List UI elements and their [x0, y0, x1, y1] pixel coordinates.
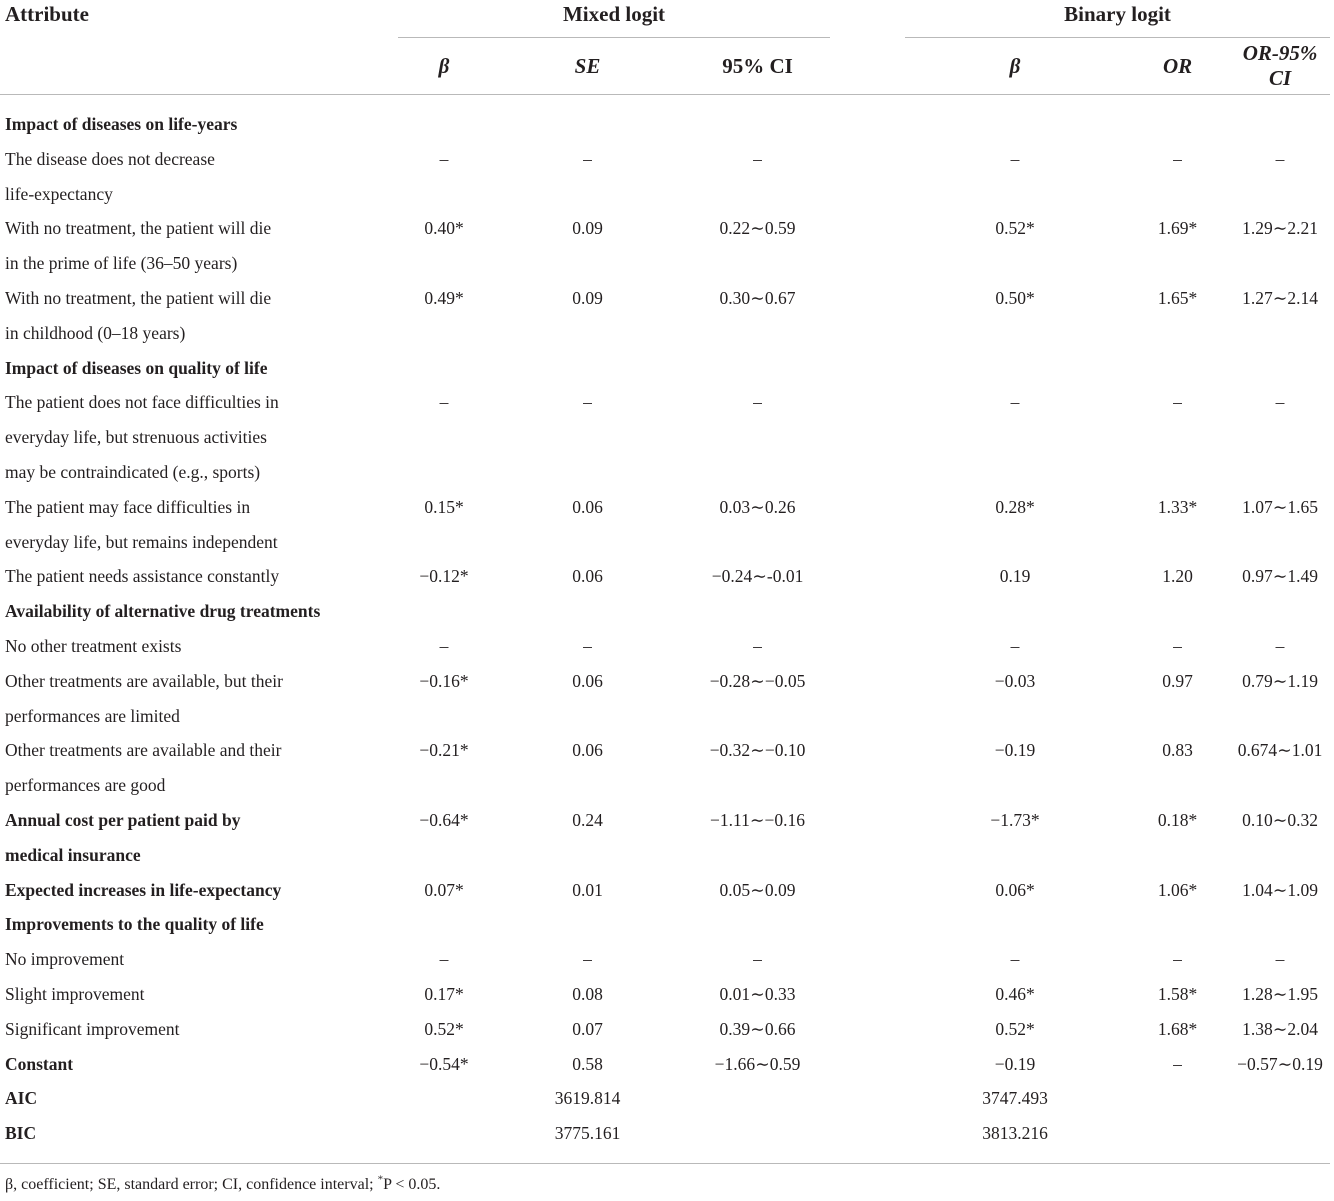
cell-binary-or-ci: −0.57∼0.19 — [1237, 1053, 1323, 1074]
cell-mixed-beta — [398, 351, 490, 386]
cell-binary-or-ci: 1.28∼1.95 — [1242, 983, 1318, 1004]
cell-mixed-ci: 0.03∼0.26 — [719, 496, 796, 517]
cell-binary-or: 1.68* — [1157, 1018, 1198, 1039]
header-mixed-logit — [398, 0, 830, 38]
cell-binary-or: 1.58* — [1157, 983, 1198, 1004]
table-row — [0, 942, 1330, 977]
row-label-line: No improvement — [5, 949, 125, 970]
table-row — [0, 733, 1330, 803]
row-label — [0, 1047, 398, 1082]
header-binary-or-ci: OR-95% CI — [1230, 38, 1330, 95]
cell-mixed-se: – — [583, 949, 592, 970]
cell-mixed-beta: −0.21* — [419, 740, 469, 761]
cell-mixed-beta: −0.54* — [419, 1053, 469, 1074]
cell-mixed-beta: 0.15* — [424, 496, 464, 517]
bottom-rule — [0, 1163, 1330, 1164]
row-label-line: in the prime of life (36–50 years) — [5, 253, 238, 274]
table-row — [0, 385, 1330, 489]
header-mixed-beta: β — [398, 38, 490, 95]
cell-binary-beta — [905, 351, 1125, 386]
cell-binary-or-ci: 1.04∼1.09 — [1242, 879, 1318, 900]
cell-binary-or: – — [1173, 635, 1182, 656]
cell-mixed-se: 0.08 — [572, 983, 603, 1004]
cell-binary-beta: 0.52* — [995, 1018, 1035, 1039]
table-row — [0, 490, 1330, 560]
cell-mixed-ci: −0.24∼-0.01 — [711, 566, 804, 587]
row-label-line: medical insurance — [5, 844, 141, 865]
row-label — [0, 594, 398, 629]
row-label — [0, 281, 398, 351]
row-label — [0, 385, 398, 489]
row-label-line: With no treatment, the patient will die — [5, 218, 272, 239]
cell-binary-or: – — [1173, 1053, 1182, 1074]
cell-mixed-beta — [398, 907, 490, 942]
cell-binary-or — [1125, 107, 1230, 142]
cell-mixed-ci: −0.32∼−0.10 — [709, 740, 806, 761]
row-label-line: The patient does not face difficulties in — [5, 392, 279, 413]
header-binary-logit-underline — [905, 37, 1330, 38]
cell-binary-or: 1.33* — [1157, 496, 1198, 517]
cell-mixed-ci: 0.30∼0.67 — [719, 287, 796, 308]
row-label-line: Availability of alternative drug treatments — [5, 601, 321, 622]
cell-mixed-se: – — [583, 148, 592, 169]
table-row — [0, 803, 1330, 873]
cell-binary-beta: −1.73* — [990, 809, 1040, 830]
table-row — [0, 142, 1330, 212]
header-binary-beta: β — [905, 38, 1125, 95]
cell-mixed-ci — [685, 107, 830, 142]
cell-mixed-ci: −1.66∼0.59 — [714, 1053, 801, 1074]
row-label — [0, 211, 398, 281]
cell-binary-beta: 0.06* — [995, 879, 1035, 900]
header-mixed-logit-underline — [398, 37, 830, 38]
cell-mixed-ci: 0.01∼0.33 — [719, 983, 796, 1004]
row-label-line: Constant — [5, 1053, 74, 1074]
table-row — [0, 629, 1330, 664]
cell-mixed-ci — [685, 907, 830, 942]
row-label-line: may be contraindicated (e.g., sports) — [5, 461, 261, 482]
table-row — [0, 907, 1330, 942]
fit-mixed-value: 3619.814 — [554, 1088, 621, 1109]
fit-label: AIC — [5, 1088, 38, 1109]
cell-mixed-beta: −0.64* — [419, 809, 469, 830]
row-label — [0, 803, 398, 873]
cell-binary-or-ci — [1230, 107, 1330, 142]
cell-binary-or-ci: 1.38∼2.04 — [1242, 1018, 1318, 1039]
fit-binary-value: 3813.216 — [982, 1123, 1048, 1144]
cell-mixed-se: 0.01 — [572, 879, 603, 900]
cell-mixed-se — [490, 351, 685, 386]
cell-binary-or: 0.18* — [1157, 809, 1198, 830]
row-label-line: in childhood (0–18 years) — [5, 322, 186, 343]
cell-binary-beta: 0.52* — [995, 218, 1035, 239]
cell-binary-or-ci: – — [1275, 635, 1285, 656]
row-label-line: Significant improvement — [5, 1018, 180, 1039]
row-label-line: The disease does not decrease — [5, 148, 215, 169]
cell-binary-beta — [905, 107, 1125, 142]
header-mixed-logit-label: Mixed logit — [562, 2, 666, 26]
row-label — [0, 942, 398, 977]
cell-mixed-beta: – — [439, 949, 449, 970]
header-mixed-se: SE — [490, 38, 685, 95]
footnote-text: β, coefficient; SE, standard error; CI, confidence interval; — [5, 1176, 378, 1193]
cell-binary-or: 0.97 — [1162, 670, 1193, 691]
cell-mixed-ci: – — [753, 392, 762, 413]
cell-mixed-beta: −0.16* — [419, 670, 469, 691]
header-row-columns — [0, 38, 1330, 95]
table-row — [0, 977, 1330, 1012]
cell-mixed-se: 0.09 — [572, 218, 603, 239]
cell-mixed-se: 0.07 — [572, 1018, 603, 1039]
cell-mixed-se: – — [583, 635, 592, 656]
cell-binary-beta — [905, 594, 1125, 629]
row-label — [0, 351, 398, 386]
row-label-line: Expected increases in life-expectancy — [5, 879, 282, 900]
row-label — [0, 629, 398, 664]
cell-mixed-beta — [398, 107, 490, 142]
table-row — [0, 1047, 1330, 1082]
header-mixed-ci: 95% CI — [685, 38, 830, 95]
cell-mixed-se: 0.58 — [572, 1053, 603, 1074]
cell-binary-or-ci: – — [1275, 148, 1285, 169]
row-label-line: With no treatment, the patient will die — [5, 287, 272, 308]
row-label-line: life-expectancy — [5, 183, 113, 204]
row-label — [0, 490, 398, 560]
row-label — [0, 977, 398, 1012]
cell-mixed-beta: 0.49* — [424, 287, 464, 308]
cell-binary-beta: – — [1010, 949, 1020, 970]
row-label — [0, 1012, 398, 1047]
row-label-line: Annual cost per patient paid by — [5, 809, 241, 830]
row-label — [0, 142, 398, 212]
row-label — [0, 559, 398, 594]
footnote-tail: P < 0.05. — [383, 1176, 441, 1193]
cell-mixed-se: 0.06 — [572, 740, 603, 761]
cell-binary-or: 1.65* — [1157, 287, 1198, 308]
cell-mixed-beta: – — [439, 392, 449, 413]
cell-binary-beta: −0.19 — [994, 740, 1036, 761]
footnote-sup: * — [377, 1173, 384, 1186]
cell-binary-or-ci — [1230, 594, 1330, 629]
row-label-line: Slight improvement — [5, 983, 145, 1004]
cell-mixed-se: 0.06 — [572, 566, 603, 587]
cell-binary-or: – — [1173, 392, 1182, 413]
row-label-line: The patient needs assistance constantly — [5, 566, 280, 587]
cell-mixed-se: 0.06 — [572, 496, 603, 517]
cell-binary-or-ci: 1.29∼2.21 — [1242, 218, 1318, 239]
cell-binary-or-ci: – — [1275, 392, 1285, 413]
row-label — [0, 873, 398, 908]
cell-binary-or — [1125, 351, 1230, 386]
fit-binary-value: 3747.493 — [982, 1088, 1048, 1109]
row-label-line: everyday life, but remains independent — [5, 531, 278, 552]
cell-mixed-beta: 0.40* — [424, 218, 464, 239]
cell-binary-or — [1125, 907, 1230, 942]
cell-mixed-ci — [685, 351, 830, 386]
cell-mixed-beta: – — [439, 148, 449, 169]
cell-binary-or: 1.06* — [1157, 879, 1198, 900]
cell-mixed-se — [490, 107, 685, 142]
cell-binary-beta — [905, 907, 1125, 942]
table-row — [0, 351, 1330, 386]
header-attribute: Attribute — [5, 2, 89, 26]
cell-mixed-ci: −1.11∼−0.16 — [710, 809, 806, 830]
cell-mixed-ci: – — [753, 635, 762, 656]
cell-binary-or-ci: 0.79∼1.19 — [1242, 670, 1318, 691]
cell-mixed-ci: – — [753, 148, 762, 169]
row-label-line: Other treatments are available, but their — [5, 670, 283, 691]
cell-mixed-se — [490, 907, 685, 942]
cell-binary-or-ci: 0.97∼1.49 — [1242, 566, 1318, 587]
cell-binary-or-ci: 1.27∼2.14 — [1242, 287, 1318, 308]
header-binary-logit — [905, 0, 1330, 38]
cell-binary-or-ci: 1.07∼1.65 — [1242, 496, 1318, 517]
cell-mixed-se: 0.06 — [572, 670, 603, 691]
table-row — [0, 873, 1330, 908]
cell-binary-or — [1125, 594, 1230, 629]
cell-mixed-se: 0.24 — [572, 809, 603, 830]
cell-binary-or: – — [1173, 148, 1182, 169]
row-label-line: Impact of diseases on life-years — [5, 114, 238, 134]
table-row — [0, 281, 1330, 351]
cell-mixed-ci: 0.39∼0.66 — [719, 1018, 796, 1039]
cell-mixed-ci: 0.05∼0.09 — [719, 879, 796, 900]
row-label — [0, 733, 398, 803]
table-row — [0, 664, 1330, 734]
fit-mixed-value: 3775.161 — [554, 1123, 621, 1144]
row-label-line: No other treatment exists — [5, 635, 182, 656]
cell-binary-beta: 0.50* — [995, 287, 1035, 308]
cell-mixed-beta — [398, 594, 490, 629]
fit-label: BIC — [5, 1123, 37, 1144]
header-binary-or: OR — [1125, 38, 1230, 95]
fit-row — [0, 1116, 1330, 1151]
row-label-line: Improvements to the quality of life — [5, 914, 264, 935]
cell-binary-or: 1.69* — [1157, 218, 1198, 239]
cell-mixed-ci — [685, 594, 830, 629]
row-label — [0, 907, 398, 942]
cell-mixed-ci: 0.22∼0.59 — [719, 218, 796, 239]
fit-row — [0, 1081, 1330, 1116]
cell-binary-or: 1.20 — [1162, 566, 1193, 587]
cell-mixed-se — [490, 594, 685, 629]
cell-binary-beta: – — [1010, 635, 1020, 656]
cell-binary-or-ci — [1230, 907, 1330, 942]
row-label-line: everyday life, but strenuous activities — [5, 427, 267, 448]
cell-mixed-se: 0.09 — [572, 287, 603, 308]
cell-binary-or: 0.83 — [1162, 740, 1193, 761]
cell-binary-beta: 0.28* — [995, 496, 1035, 517]
footnote — [5, 1173, 441, 1194]
results-table-body — [0, 107, 1330, 1151]
cell-binary-or: – — [1173, 949, 1182, 970]
header-binary-logit-label: Binary logit — [1064, 2, 1171, 26]
cell-mixed-beta: – — [439, 635, 449, 656]
cell-binary-beta: −0.03 — [994, 670, 1036, 691]
cell-mixed-beta: 0.07* — [424, 879, 464, 900]
table-row — [0, 559, 1330, 594]
row-label-line: Impact of diseases on quality of life — [5, 357, 268, 378]
table-row — [0, 594, 1330, 629]
cell-binary-beta: – — [1010, 392, 1020, 413]
cell-mixed-beta: 0.52* — [424, 1018, 464, 1039]
cell-mixed-se: – — [583, 392, 592, 413]
row-label-line: The patient may face difficulties in — [5, 496, 251, 517]
cell-binary-beta: −0.19 — [994, 1053, 1036, 1074]
row-label-line: Other treatments are available and their — [5, 740, 282, 761]
row-label-line: performances are limited — [5, 705, 180, 726]
cell-binary-or-ci: – — [1275, 949, 1285, 970]
cell-mixed-beta: −0.12* — [419, 566, 469, 587]
cell-mixed-ci: – — [753, 949, 762, 970]
cell-binary-or-ci: 0.674∼1.01 — [1237, 740, 1323, 761]
table-row — [0, 107, 1330, 142]
row-label — [0, 107, 398, 142]
cell-binary-beta: 0.19 — [999, 566, 1031, 587]
table-row — [0, 1012, 1330, 1047]
cell-binary-beta: 0.46* — [995, 983, 1035, 1004]
header-row-groups — [0, 0, 1330, 38]
table-row — [0, 211, 1330, 281]
cell-mixed-beta: 0.17* — [424, 983, 464, 1004]
row-label-line: performances are good — [5, 775, 166, 796]
cell-binary-beta: – — [1010, 148, 1020, 169]
cell-mixed-ci: −0.28∼−0.05 — [709, 670, 806, 691]
row-label — [0, 664, 398, 734]
cell-binary-or-ci: 0.10∼0.32 — [1242, 809, 1318, 830]
cell-binary-or-ci — [1230, 351, 1330, 386]
